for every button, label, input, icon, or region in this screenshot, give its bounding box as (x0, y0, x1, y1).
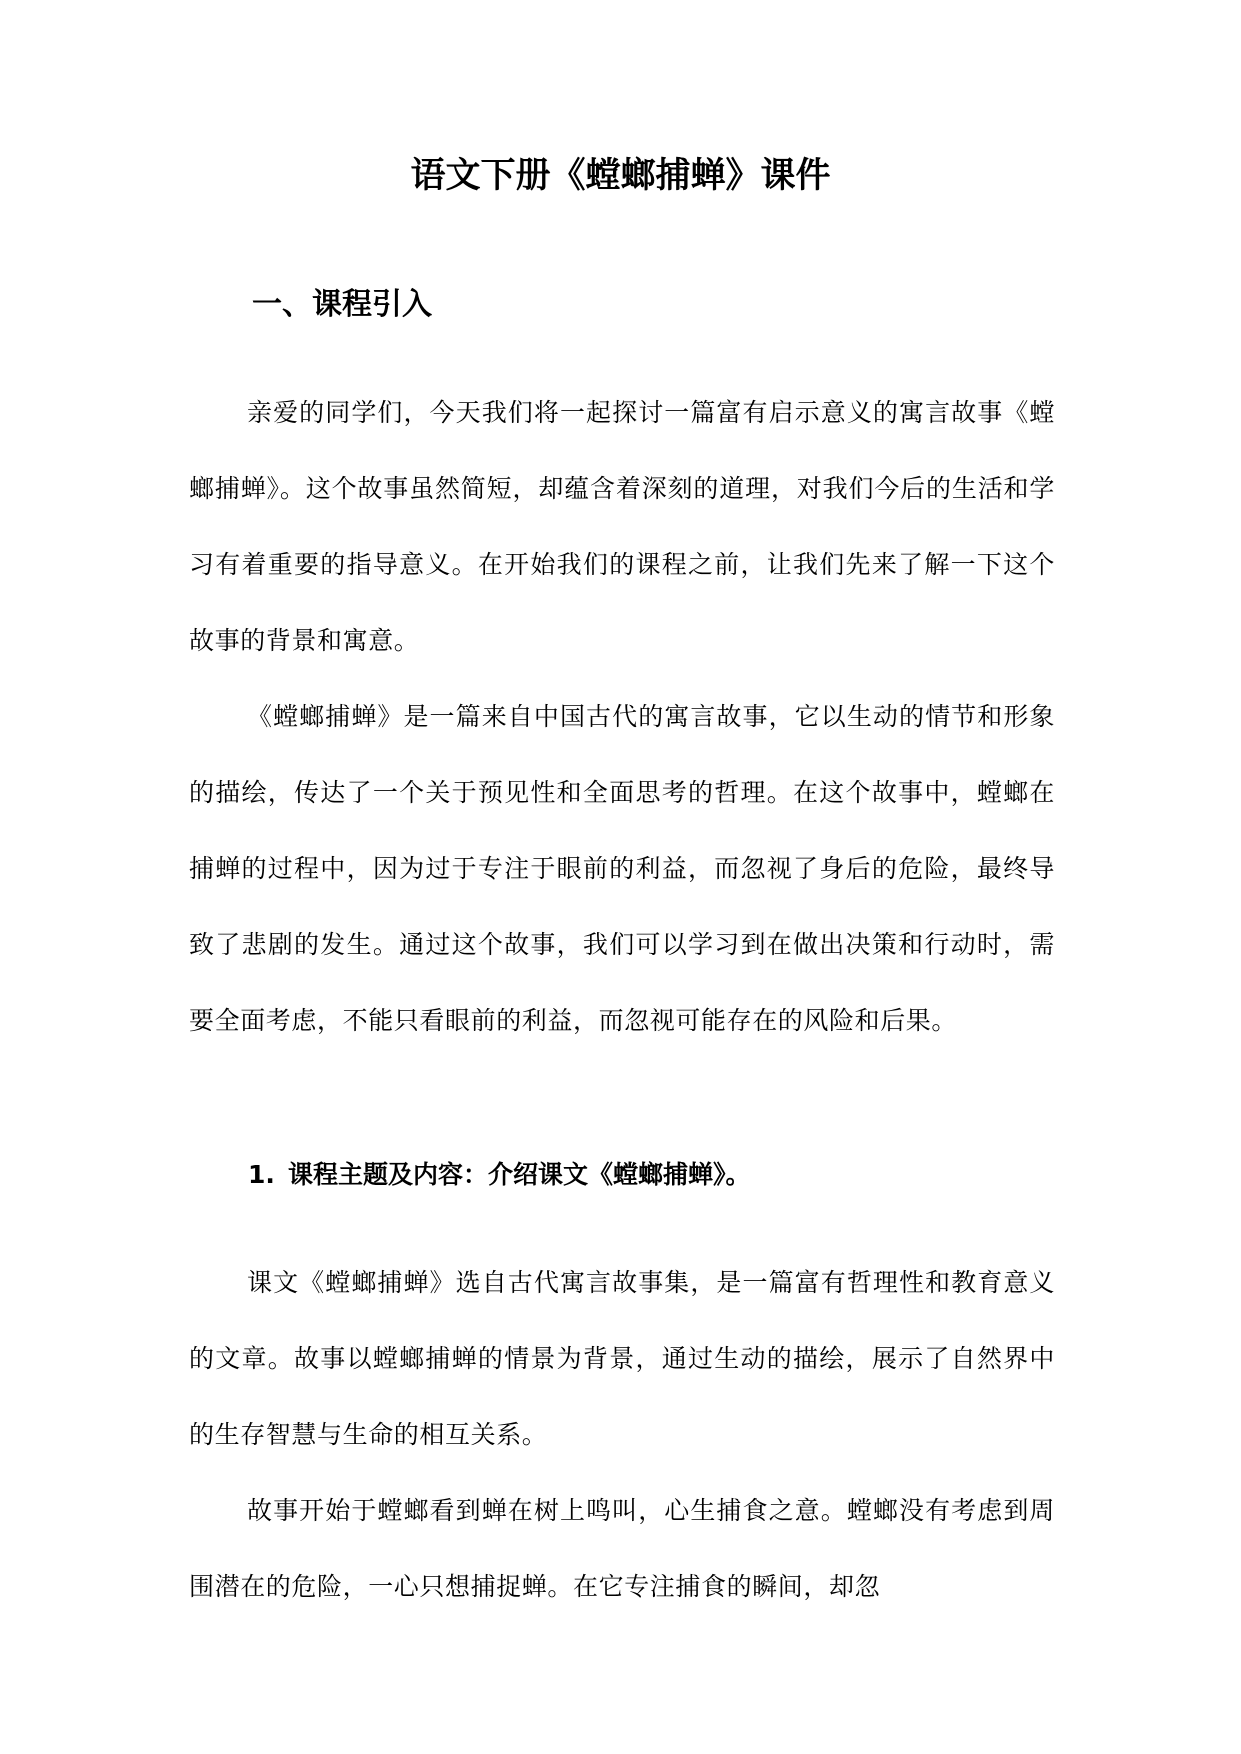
section-heading-course-intro: 一、课程引入 (252, 287, 432, 322)
document-title: 语文下册《螳螂捕蝉》课件 (410, 156, 831, 196)
paragraph: 《螳螂捕蝉》是一篇来自中国古代的寓言故事，它以生动的情节和形象的描绘，传达了一个关于预见性和全面思考的哲理。在这个故事中，螳螂在捕蝉的过程中，因为过于专注于眼前的利益，而忽视了身后的危险，最终导致了悲剧的发生。通过这个故事，我们可以学习到在做出决策和行动时，需要全面考虑，不能只看眼前的利益，而忽视可能存在的风险和后果。 (189, 702, 1055, 1035)
paragraph: 亲爱的同学们，今天我们将一起探讨一篇富有启示意义的寓言故事《螳螂捕蝉》。这个故事虽然简短，却蕴含着深刻的道理，对我们今后的生活和学习有着重要的指导意义。在开始我们的课程之前，让我们先来了解一下这个故事的背景和寓意。 (189, 398, 1055, 655)
subsection-heading-text: 课程主题及内容：介绍课文《螳螂捕蝉》。 (288, 1160, 751, 1189)
subsection-number: 1. (248, 1160, 275, 1189)
paragraph: 课文《螳螂捕蝉》选自古代寓言故事集，是一篇富有哲理性和教育意义的文章。故事以螳螂捕蝉的情景为背景，通过生动的描绘，展示了自然界中的生存智慧与生命的相互关系。 (189, 1268, 1055, 1449)
paragraph: 故事开始于螳螂看到蝉在树上鸣叫，心生捕食之意。螳螂没有考虑到周围潜在的危险，一心只想捕捉蝉。在它专注捕食的瞬间，却忽 (189, 1496, 1055, 1601)
subsection-heading (248, 1150, 751, 1200)
